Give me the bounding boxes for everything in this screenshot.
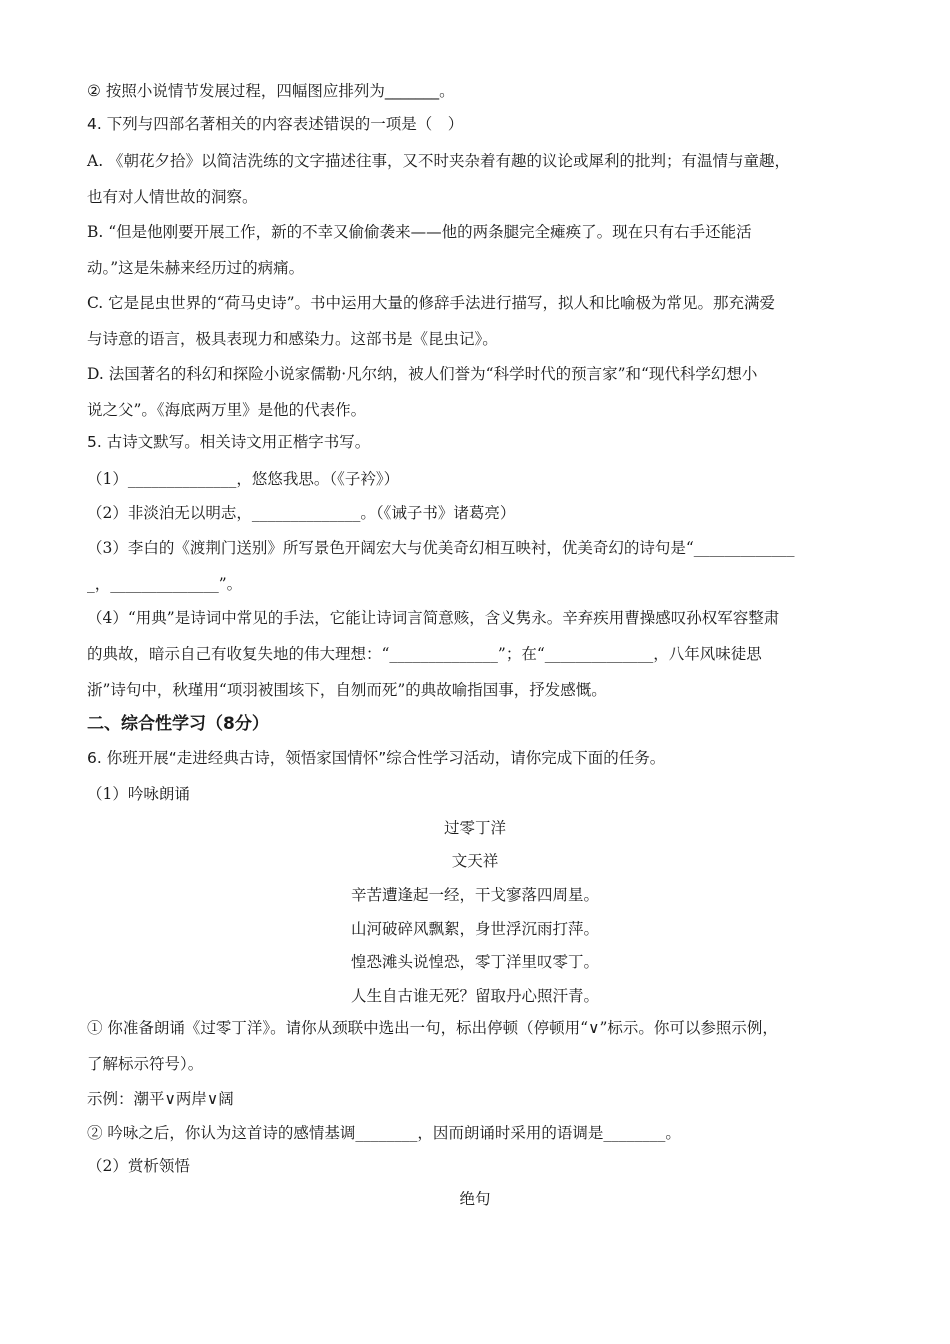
- section-2-heading: 二、综合性学习（8分）: [87, 714, 269, 734]
- q5-item-1: （1）______________，悠悠我思。（《子衿》）: [87, 470, 400, 488]
- q4-option-b-line2: 动。”这是朱赫来经历过的病痛。: [87, 259, 305, 277]
- q4-question: 4. 下列与四部名著相关的内容表述错误的一项是（ ）: [87, 115, 464, 133]
- q4-option-d-line2: 说之父”。《海底两万里》是他的代表作。: [87, 401, 367, 419]
- q5-question: 5. 古诗文默写。相关诗文用正楷字书写。: [87, 433, 371, 451]
- q5-item-4-line1: （4）“用典”是诗词中常见的手法，它能让诗词言简意赅，含义隽永。辛弃疾用曹操感叹孙权军容整肃: [87, 609, 780, 627]
- poem-line-3: 惶恐滩头说惶恐，零丁洋里叹零丁。: [350, 953, 599, 971]
- poem-author: 文天祥: [451, 852, 499, 870]
- q4-option-b-line1: B. “但是他刚要开展工作，新的不幸又偷偷袭来——他的两条腿完全瘫痪了。现在只有右手还能活: [87, 223, 752, 241]
- q5-item-4-line2: 的典故，暗示自己有收复失地的伟大理想：“______________”；在“______________，八年风味徒思: [87, 645, 762, 663]
- poem-2-title: 绝句: [459, 1190, 491, 1208]
- q6-task-2: ② 吟咏之后，你认为这首诗的感情基调________，因而朗诵时采用的语调是________。: [87, 1124, 681, 1142]
- poem-line-2: 山河破碎风飘絮，身世浮沉雨打萍。: [350, 920, 599, 938]
- q5-item-3-line2: _，______________”。: [87, 575, 243, 593]
- q5-item-3-line1: （3）李白的《渡荆门送别》所写景色开阔宏大与优美奇幻相互映衬，优美奇幻的诗句是“_____________: [87, 539, 795, 557]
- q6-task-1-line1: ① 你准备朗诵《过零丁洋》。请你从颈联中选出一句，标出停顿（停顿用“∨”标示。你可以参照示例，: [87, 1019, 778, 1037]
- q5-item-4-line3: 浙”诗句中，秋瑾用“项羽被围垓下，自刎而死”的典故喻指国事，抒发感慨。: [87, 681, 607, 699]
- q5-item-2: （2）非淡泊无以明志，______________。（《诫子书》诸葛亮）: [87, 504, 516, 522]
- poem-line-4: 人生自古谁无死？留取丹心照汗青。: [350, 987, 599, 1005]
- q6-question: 6. 你班开展“走进经典古诗，领悟家国情怀”综合性学习活动，请你完成下面的任务。: [87, 749, 666, 767]
- q6-part-2-title: （2）赏析领悟: [87, 1157, 190, 1175]
- q3-ordering-line: ② 按照小说情节发展过程，四幅图应排列为_______。: [87, 82, 455, 100]
- q6-example: 示例：潮平∨两岸∨阔: [87, 1090, 234, 1108]
- poem-line-1: 辛苦遭逢起一经，干戈寥落四周星。: [350, 886, 599, 904]
- q4-option-c-line1: C. 它是昆虫世界的“荷马史诗”。书中运用大量的修辞手法进行描写，拟人和比喻极为常见。那充满爱: [87, 294, 776, 312]
- q4-option-c-line2: 与诗意的语言，极具表现力和感染力。这部书是《昆虫记》。: [87, 330, 498, 348]
- q6-part-1-title: （1）吟咏朗诵: [87, 785, 190, 803]
- q6-task-1-line2: 了解标示符号）。: [87, 1055, 204, 1073]
- q4-option-d-line1: D. 法国著名的科幻和探险小说家儒勒·凡尔纳，被人们誉为“科学时代的预言家”和“现代科学幻想小: [87, 365, 758, 383]
- poem-title: 过零丁洋: [443, 819, 506, 837]
- q4-option-a-line1: A. 《朝花夕拾》以简洁洗练的文字描述往事，又不时夹杂着有趣的议论或犀利的批判；有温情与童趣，: [87, 152, 791, 170]
- q4-option-a-line2: 也有对人情世故的洞察。: [87, 188, 258, 206]
